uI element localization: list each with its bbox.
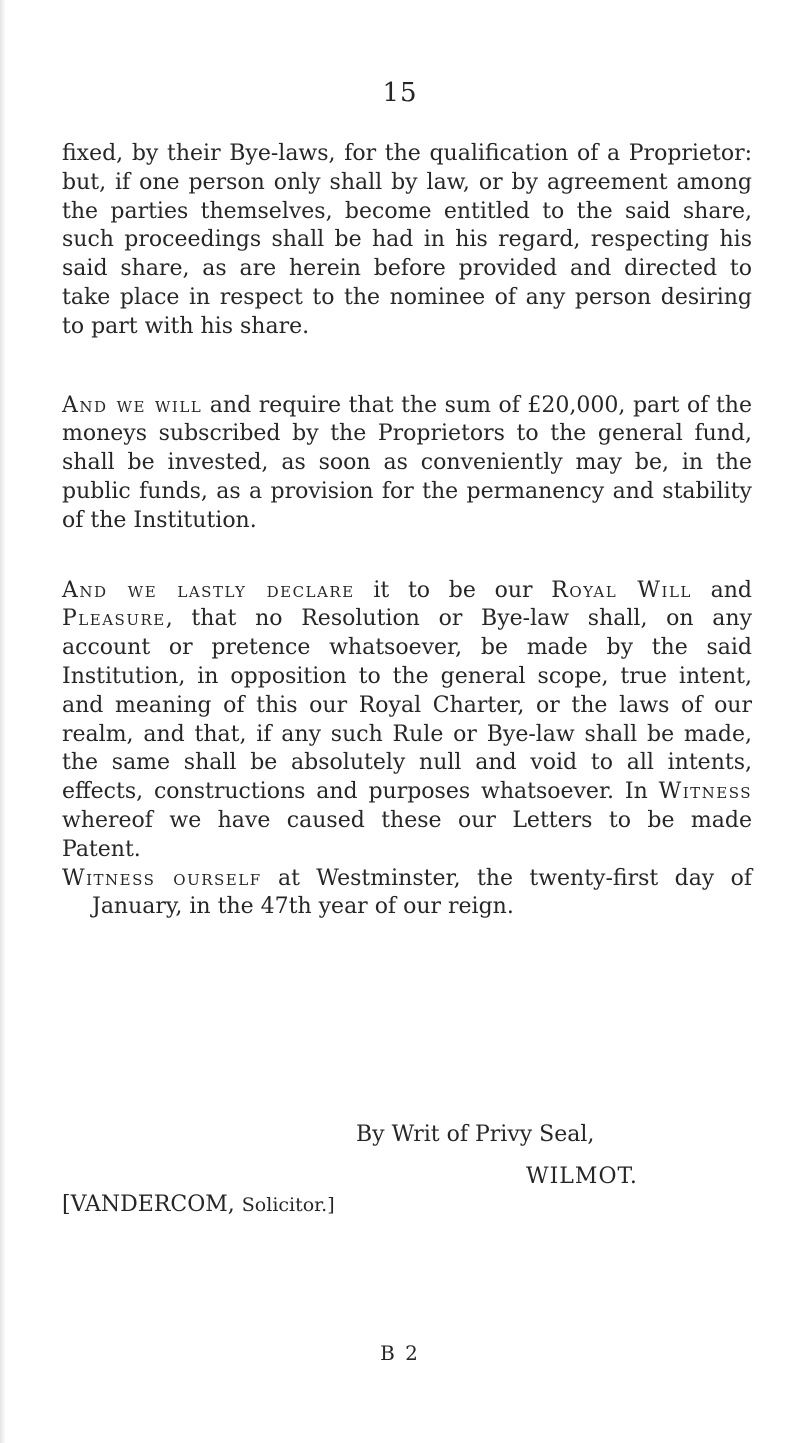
charter-body <box>62 140 752 922</box>
signatory-name: WILMOT. <box>526 1164 638 1189</box>
printer-signature-mark: B 2 <box>380 1341 420 1365</box>
paragraph-lead: And we lastly declare <box>62 577 355 603</box>
solicitor-line <box>62 1192 335 1217</box>
paragraph-text: and require that the sum of £20,000, part of the moneys subscribed by the Proprietors to the general fund, shall be invested, as soon as conveniently may be, in the public funds, as a provision for the permanency and stability of the Institution. <box>62 392 752 533</box>
paragraph-lead: Witness ourself <box>62 865 262 891</box>
royal-will-phrase: Royal Will <box>551 577 692 603</box>
paragraph-text: whereof we have caused these our Letters to be made Patent. <box>62 807 752 862</box>
paragraph-text: and <box>691 577 752 603</box>
pleasure-word: Pleasure <box>62 606 166 632</box>
page-number: 15 <box>382 78 418 108</box>
paragraph-witness <box>62 865 752 923</box>
paragraph-text: at Westminster, the twenty-first day of January, in the 47th year of our reign. <box>92 865 752 920</box>
paragraph-lead: And we will <box>62 392 203 418</box>
page-edge-shadow <box>0 0 6 1443</box>
paragraph-text: , that no Resolution or Bye-law shall, on any account or pretence whatsoever, be made by the said Institution, in opposition to the general scope, true intent, and meaning of this our Royal Charter, or the laws of our realm, and that, if any such Rule or Bye-law shall be made, the same shall be absolutely null and void to all intents, effects, constructions and purposes whatsoever. In <box>62 606 752 805</box>
paragraph-text: it to be our <box>354 577 552 603</box>
solicitor-name: [VANDERCOM, <box>62 1192 235 1217</box>
paragraph-declaration <box>62 577 752 865</box>
paragraph-investment <box>62 392 752 536</box>
paragraph-qualification: fixed, by their Bye-laws, for the qualification of a Proprietor: but, if one person only shall by law, or by agreement among the parties themselves, become entitled to the said share, such proceedings shall be had in his regard, respecting his said share, as are herein before provided and directed to take place in respect to the nominee of any person desiring to part with his share. <box>62 141 752 339</box>
witness-word: Witness <box>658 779 752 805</box>
writ-line: By Writ of Privy Seal, <box>356 1122 595 1147</box>
solicitor-title: Solicitor.] <box>241 1194 335 1216</box>
